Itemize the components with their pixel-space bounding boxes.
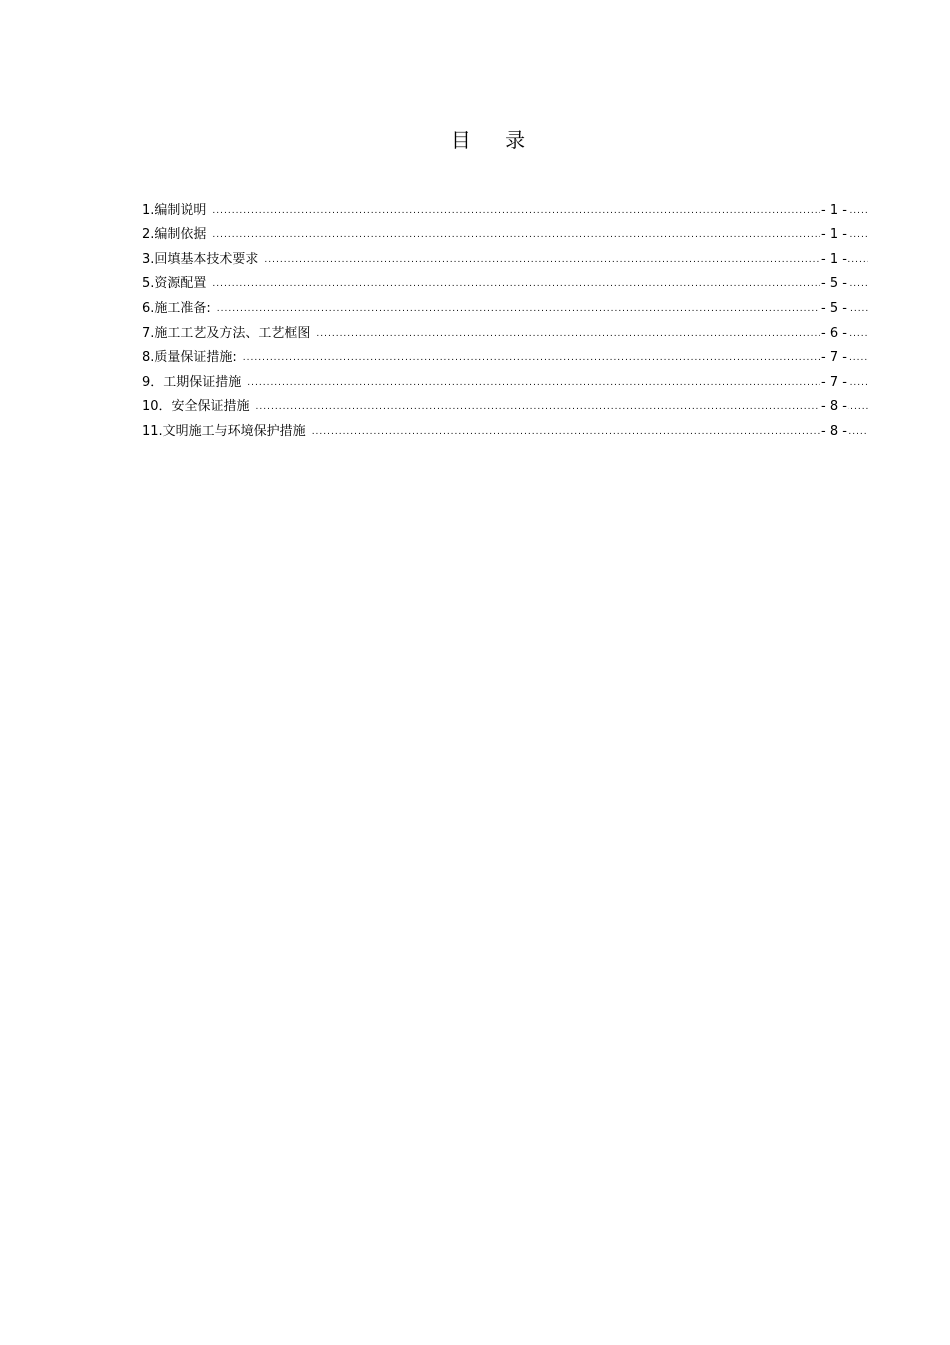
toc-entry[interactable]	[142, 292, 868, 317]
toc-entry-page: - 6 -	[821, 325, 847, 341]
toc-entry-label: 2.编制依据	[142, 226, 212, 243]
toc-entry-page: - 1 -	[821, 227, 847, 243]
toc-entry-label: 11.文明施工与环境保护措施	[142, 423, 312, 440]
toc-entry-label: 5.资源配置	[142, 275, 212, 292]
toc-dot-leader	[316, 325, 868, 342]
toc-entry[interactable]	[142, 391, 868, 416]
toc-dot-leader	[256, 398, 868, 415]
toc-entry[interactable]	[142, 268, 868, 293]
toc-entry-page: - 8 -	[821, 423, 847, 439]
toc-entry-label: 3.回填基本技术要求	[142, 251, 264, 268]
toc-dot-leader	[264, 251, 868, 268]
toc-entry-label: 9．工期保证措施	[142, 374, 247, 391]
toc-entry[interactable]	[142, 415, 868, 440]
toc-entry-label: 6.施工准备:	[142, 300, 217, 317]
toc-entry-page: - 8 -	[821, 399, 847, 415]
toc-dot-leader	[247, 374, 868, 391]
toc-entry-page: - 7 -	[821, 350, 847, 366]
toc-entry-page: - 5 -	[821, 300, 847, 316]
toc-entry-label: 1.编制说明	[142, 202, 212, 219]
toc-entry[interactable]	[142, 366, 868, 391]
toc-entry-page: - 1 -	[821, 251, 847, 267]
toc-dot-leader	[212, 202, 868, 219]
toc-entry[interactable]	[142, 317, 868, 342]
toc-dot-leader	[243, 349, 868, 366]
toc-dot-leader	[212, 226, 868, 243]
toc-entry[interactable]	[142, 342, 868, 367]
toc-entry[interactable]	[142, 194, 868, 219]
toc-entry-page: - 1 -	[821, 202, 847, 218]
toc-entry-label: 8.质量保证措施:	[142, 349, 243, 366]
table-of-contents	[142, 194, 868, 440]
toc-dot-leader	[212, 275, 868, 292]
toc-dot-leader	[217, 300, 868, 317]
toc-entry-page: - 7 -	[821, 374, 847, 390]
toc-entry[interactable]	[142, 243, 868, 268]
toc-entry-page: - 5 -	[821, 276, 847, 292]
toc-entry-label: 7.施工工艺及方法、工艺框图	[142, 325, 316, 342]
toc-entry-label: 10．安全保证措施	[142, 398, 256, 415]
toc-dot-leader	[312, 423, 868, 440]
toc-entry[interactable]	[142, 219, 868, 244]
page-title: 目 录	[450, 128, 540, 152]
